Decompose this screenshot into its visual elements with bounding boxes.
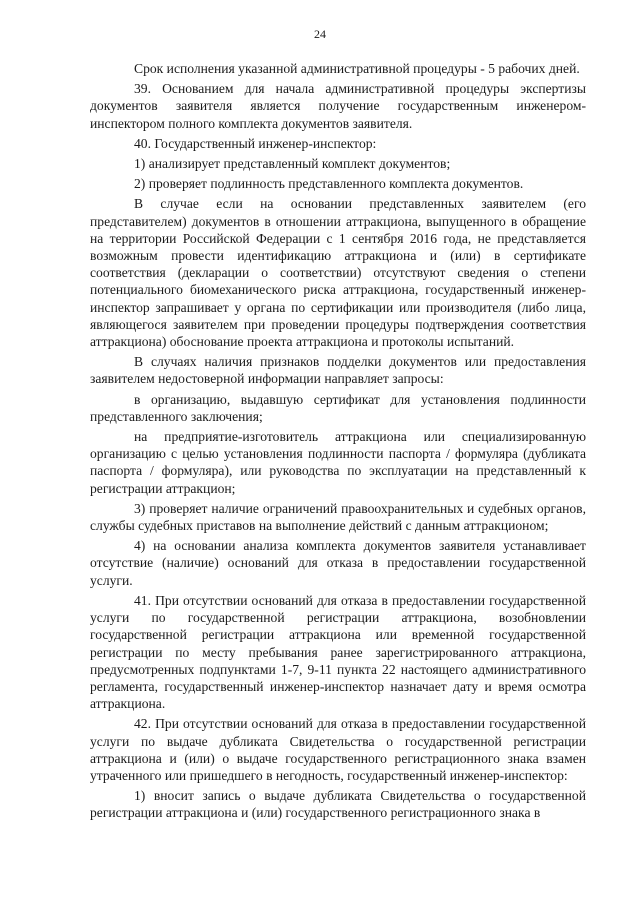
paragraph: 4) на основании анализа комплекта документов заявителя устанавливает отсутствие (наличие) оснований для отказа в предоставлении государственной услуги. bbox=[90, 538, 586, 588]
paragraph: Срок исполнения указанной административной процедуры - 5 рабочих дней. bbox=[134, 61, 580, 76]
paragraph: 1) анализирует представленный комплект документов; bbox=[134, 156, 451, 172]
page-number: 24 bbox=[314, 27, 326, 41]
paragraph: 2) проверяет подлинность представленного комплекта документов. bbox=[134, 176, 524, 192]
paragraph: 1) вносит запись о выдаче дубликата Свидетельства о государственной регистрации аттракциона и (или) государственного регистрационного знака в bbox=[90, 788, 586, 821]
paragraph: в организацию, выдавшую сертификат для установления подлинности представленного заключения; bbox=[90, 391, 586, 424]
paragraph: 39. Основанием для начала административной процедуры экспертизы документов заявителя является получение государственным инженером-инспектором полного комплекта документов заявителя. bbox=[90, 81, 586, 131]
paragraph: 41. При отсутствии оснований для отказа в предоставлении государственной услуги по государственной регистрации аттракциона, возобновлении государственной регистрации аттракциона или временной государственной регистрации по месту пребывания ранее зарегистрированного аттракциона, предусмотренных подпунктами 1-7, 9-11 пункта 22 настоящего административного регламента, государственный инженер-инспектор назначает дату и время осмотра аттракциона. bbox=[90, 592, 586, 712]
paragraph: 40. Государственный инженер-инспектор: bbox=[134, 135, 377, 151]
paragraph: 3) проверяет наличие ограничений правоохранительных и судебных органов, службы судебных приставов на выполнение действий с данным аттракционом; bbox=[90, 500, 586, 534]
document-body bbox=[90, 60, 586, 825]
paragraph: 42. При отсутствии оснований для отказа в предоставлении государственной услуги по выдаче дубликата Свидетельства о государственной регистрации аттракциона и (или) о выдаче государственного регистрационного знака взамен утраченного или пришедшего в негодность, государственный инженер-инспектор: bbox=[90, 716, 586, 783]
paragraph: В случаях наличия признаков подделки документов или предоставления заявителем недостоверной информации направляет запросы: bbox=[90, 354, 586, 387]
paragraph: В случае если на основании представленных заявителем (его представителем) документов в отношении аттракциона, выпущенного в обращение на территории Российской Федерации с 1 сентября 2016 года, не представляется возможным провести идентификацию аттракциона и (или) в сертификате соответствия (декларации о соответствии) отсутствуют сведения о степени потенциального биомеханического риска аттракциона, государственный инженер-инспектор запрашивает у органа по сертификации или производителя (либо лица, являющегося заявителем при проведении процедуры подтверждения соответствия аттракциона) обоснование проекта аттракциона и протоколы испытаний. bbox=[90, 196, 586, 350]
paragraph: на предприятие-изготовитель аттракциона или специализированную организацию с целью установления подлинности паспорта / формуляра (дубликата паспорта / формуляра), или руководства по эксплуатации на представленный к регистрации аттракцион; bbox=[90, 429, 586, 496]
